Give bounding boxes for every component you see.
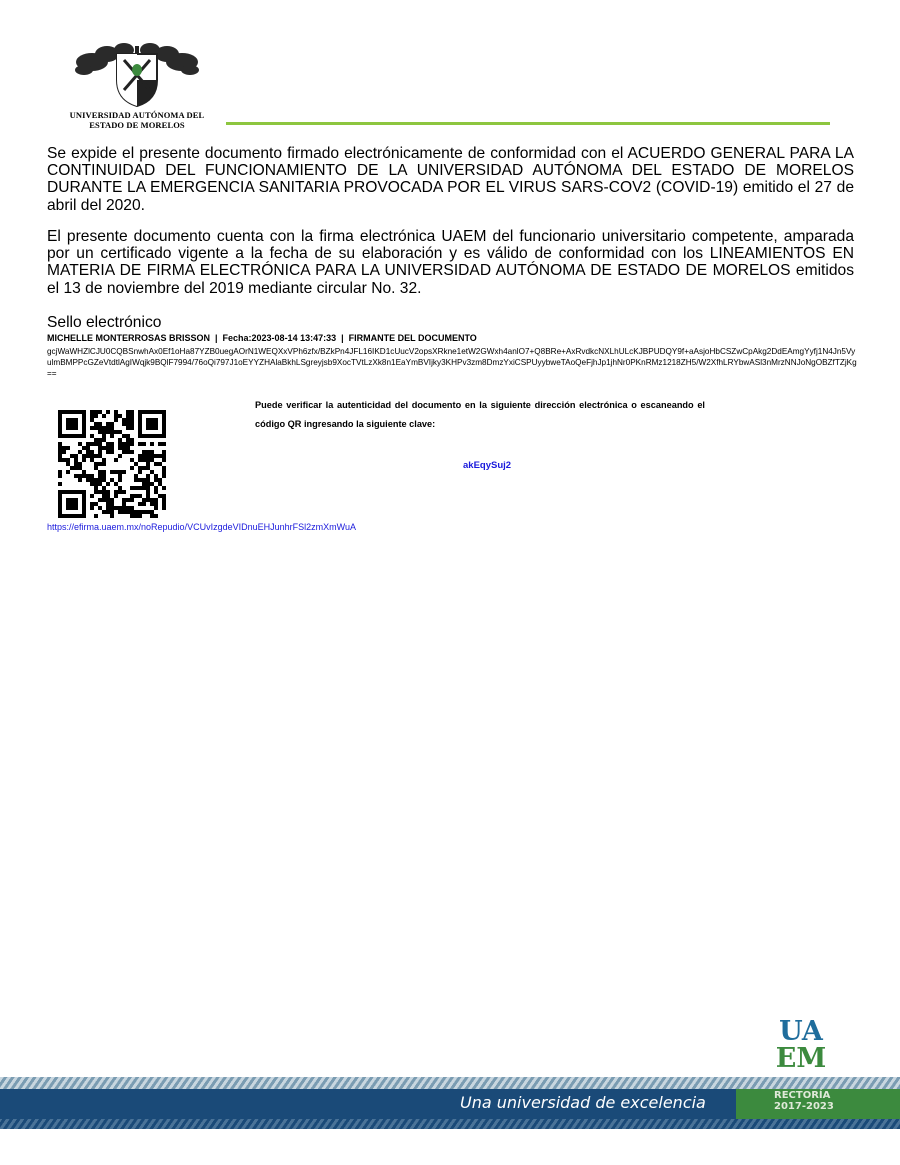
- footer-stripe-top: [0, 1077, 900, 1089]
- paragraph-1: Se expide el presente documento firmado electrónicamente de conformidad con el ACUERDO GENERAL PARA LA CONTINUIDAD DEL FUNCIONAMIENTO DE LA UNIVERSIDAD AUTÓNOMA DEL ESTADO DE MORELOS DURANTE LA EMERGENCIA SANITARIA PROVOCADA POR EL VIRUS SARS-COV2 (COVID-19) emitido el 27 de abril del 2020.: [47, 145, 854, 214]
- university-name: [62, 110, 212, 130]
- footer-rectoria-period: 2017-2023: [774, 1101, 834, 1112]
- signer-line: MICHELLE MONTERROSAS BRISSON | Fecha:2023-08-14 13:47:33 | FIRMANTE DEL DOCUMENTO: [47, 333, 477, 343]
- verification-url-link[interactable]: https://efirma.uaem.mx/noRepudio/VCUvIzgdeVIDnuEHJunhrFSl2zmXmWuA: [47, 522, 356, 532]
- uaem-logo-line2: EM: [775, 1043, 827, 1074]
- seal-title: Sello electrónico: [47, 314, 162, 331]
- university-name-line1: UNIVERSIDAD AUTÓNOMA DEL: [69, 110, 205, 120]
- footer-rectoria: [774, 1090, 834, 1112]
- footer-slogan: Una universidad de excelencia: [460, 1093, 706, 1112]
- university-name-line2: ESTADO DE MORELOS: [89, 120, 185, 130]
- qr-code-icon: [58, 410, 166, 518]
- footer-rectoria-label: RECTORÍA: [774, 1090, 831, 1101]
- header-rule: [226, 122, 830, 125]
- footer-banner: [0, 1075, 900, 1165]
- verification-key: akEqySuj2: [463, 460, 512, 471]
- crest-icon: [72, 40, 202, 108]
- uaem-logo: [770, 1018, 832, 1072]
- seal-hash: gcjWaWHZlCJU0CQBSnwhAx0Ef1oHa87YZB0uegAOrN1WEQXxVPh6zfx/BZkPn4JFL16IKD1cUucV2opsXRkne1etW2GWxh4anlO7+Q8BRe+AxRvdkcNXLhULcKJBPUDQY9f+aAsjoHbCSZwCpAkg2DdEAmgYyfj1N4Jn5VyulmBMPPcGZeVtdtlAgIWqjk9BQlF7994/76oQi797J1oEYYZHAlaBkhLSgreyjsb9XocTVtLzXk8n1EaYmBVIjky3KHPv3zm8DmzYxiCSPUyybweTAoQeFjhJp1jhNr0PKnRMz1218ZH5/W2XfhLRYbwASl3nMrzNNJoNgOBZfTZjKg==: [47, 347, 857, 378]
- verification-text: Puede verificar la autenticidad del documento en la siguiente dirección electrónica o escaneando el código QR ingresando la siguiente clave:: [255, 400, 705, 429]
- uaem-logo-line1: UA: [779, 1016, 823, 1047]
- footer-stripe-bottom: [0, 1119, 900, 1129]
- university-logo: [62, 40, 212, 132]
- paragraph-2: El presente documento cuenta con la firma electrónica UAEM del funcionario universitario competente, amparada por un certificado vigente a la fecha de su elaboración y es válido de conformidad con los LINEAMIENTOS EN MATERIA DE FIRMA ELECTRÓNICA PARA LA UNIVERSIDAD AUTÓNOMA DE ESTADO DE MORELOS emitidos el 13 de noviembre del 2019 mediante circular No. 32.: [47, 228, 854, 297]
- qr-code[interactable]: [58, 410, 166, 518]
